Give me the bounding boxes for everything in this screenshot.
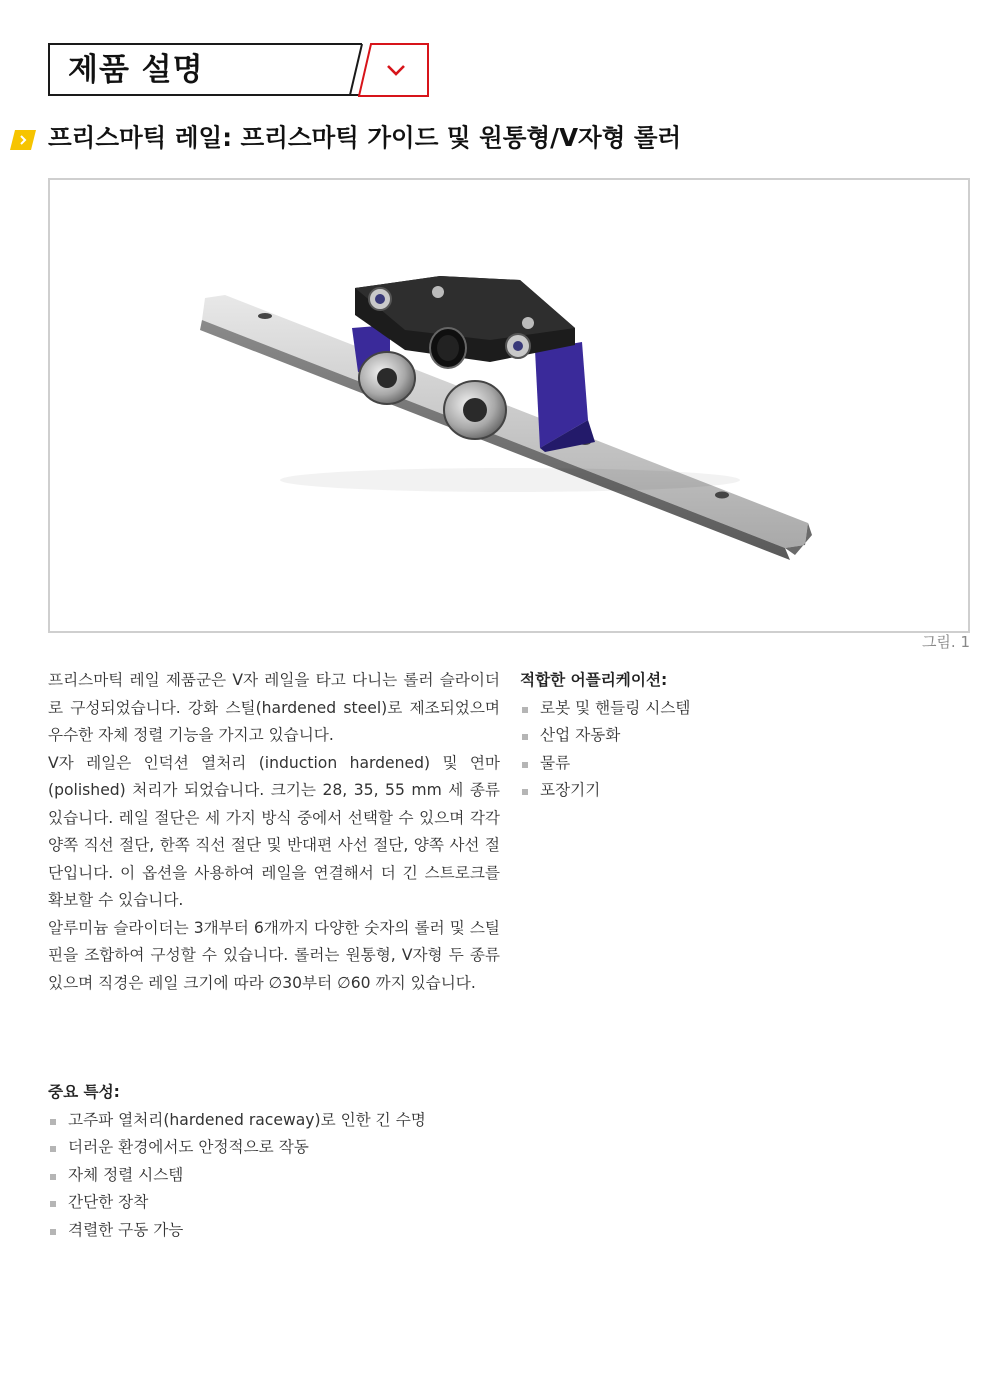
square-bullet-icon bbox=[522, 789, 528, 795]
square-bullet-icon bbox=[50, 1119, 56, 1125]
features-heading: 중요 특성: bbox=[48, 1083, 120, 1101]
square-bullet-icon bbox=[50, 1146, 56, 1152]
square-bullet-icon bbox=[522, 707, 528, 713]
description-paragraph: 프리스마틱 레일 제품군은 V자 레일을 타고 다니는 롤러 슬라이더로 구성되었습니다. 강화 스틸(hardened steel)로 제조되었으며 우수한 자체 정렬 기능을 가지고 있습니다. bbox=[48, 671, 500, 744]
expand-toggle-button[interactable] bbox=[358, 43, 430, 97]
product-image bbox=[50, 180, 968, 631]
list-item: 격렬한 구동 가능 bbox=[48, 1217, 548, 1245]
list-item: 포장기기 bbox=[520, 777, 820, 805]
square-bullet-icon bbox=[522, 762, 528, 768]
description-paragraph: 알루미늄 슬라이더는 3개부터 6개까지 다양한 숫자의 롤러 및 스틸 핀을 조합하여 구성할 수 있습니다. 롤러는 원통형, V자형 두 종류 있으며 직경은 레일 크기에 따라 ∅30부터 ∅60 까지 있습니다. bbox=[48, 918, 500, 992]
square-bullet-icon bbox=[50, 1201, 56, 1207]
applications-list bbox=[520, 695, 820, 805]
list-item: 자체 정렬 시스템 bbox=[48, 1162, 548, 1190]
figure-caption: 그림. 1 bbox=[921, 633, 970, 651]
page-title: 제품 설명 bbox=[68, 52, 204, 88]
applications-heading: 적합한 어플리케이션: bbox=[520, 671, 668, 689]
product-image-frame bbox=[48, 178, 970, 633]
features-list bbox=[48, 1107, 548, 1245]
list-item: 더러운 환경에서도 안정적으로 작동 bbox=[48, 1134, 548, 1162]
features-section bbox=[48, 1079, 548, 1244]
applications-section bbox=[520, 667, 820, 805]
square-bullet-icon bbox=[50, 1229, 56, 1235]
list-item: 고주파 열처리(hardened raceway)로 인한 긴 수명 bbox=[48, 1107, 548, 1135]
list-item: 로봇 및 핸들링 시스템 bbox=[520, 695, 820, 723]
square-bullet-icon bbox=[50, 1174, 56, 1180]
description-paragraph: V자 레일은 인덕션 열처리 (induction hardened) 및 연마 (polished) 처리가 되었습니다. 크기는 28, 35, 55 mm 세 종류 있습니다. 레일 절단은 세 가지 방식 중에서 선택할 수 있으며 각각 양쪽 직선 절단, 한쪽 직선 절단 및 반대편 사선 절단, 양쪽 사선 절단입니다. 이 옵션을 사용하여 레일을 연결해서 더 긴 스트로크를 확보할 수 있습니다. bbox=[48, 753, 500, 909]
list-item: 물류 bbox=[520, 750, 820, 778]
section-title-tab bbox=[48, 43, 360, 96]
section-heading: 프리스마틱 레일: 프리스마틱 가이드 및 원통형/V자형 롤러 bbox=[48, 123, 682, 152]
product-description bbox=[48, 667, 500, 997]
square-bullet-icon bbox=[522, 734, 528, 740]
list-item: 간단한 장착 bbox=[48, 1189, 548, 1217]
chevron-right-icon bbox=[10, 130, 36, 150]
list-item: 산업 자동화 bbox=[520, 722, 820, 750]
